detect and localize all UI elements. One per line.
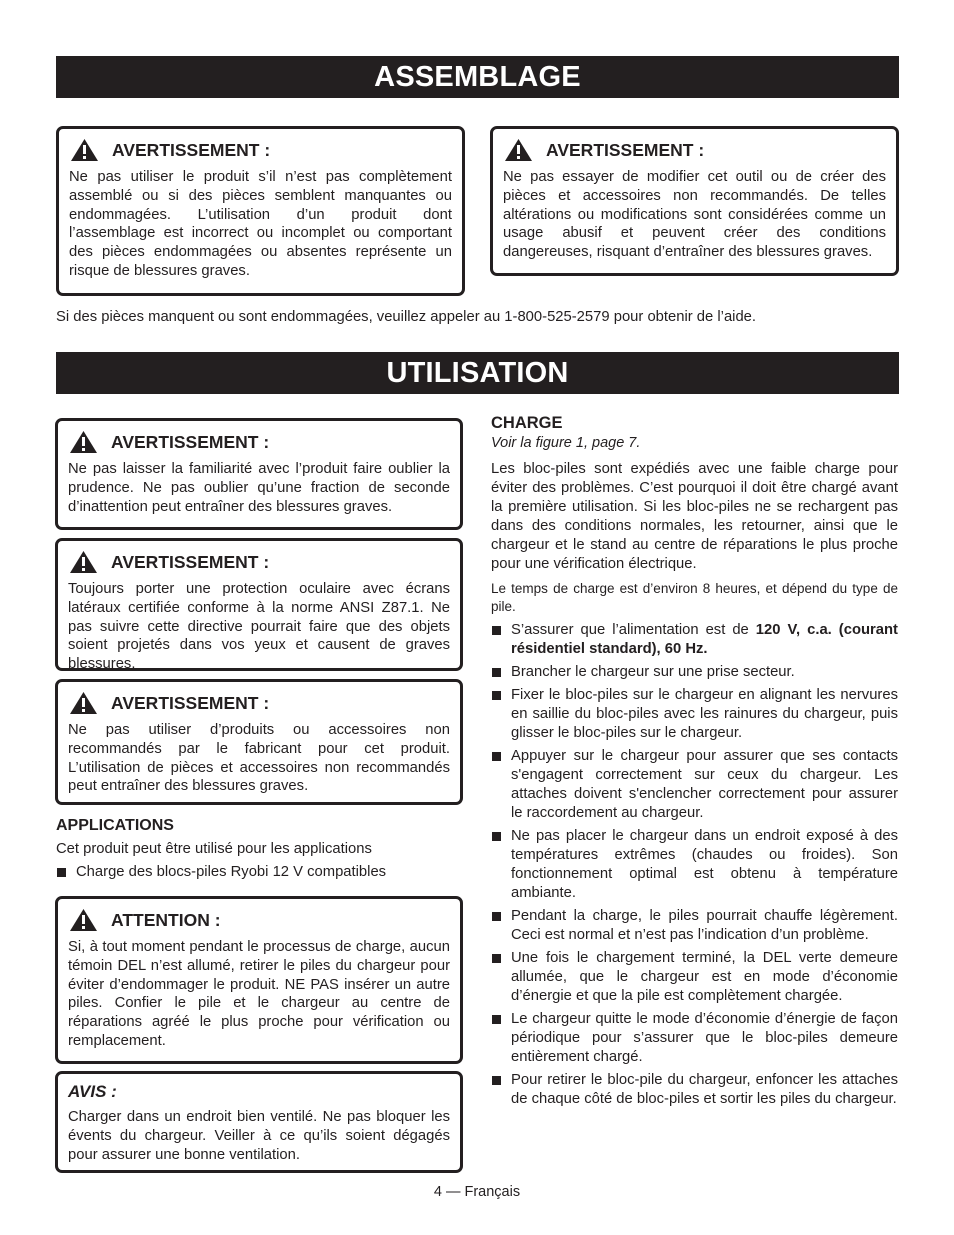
bullet-square-icon xyxy=(492,832,501,841)
charge-paragraph-2: Le temps de charge est d’environ 8 heures, et dépend du type de pile. xyxy=(491,581,898,614)
warning-title: AVERTISSEMENT : xyxy=(546,139,705,160)
warning-text: Ne pas laisser la familiarité avec l’produit faire oublier la prudence. Ne pas oublier qu’une fraction de seconde d’inattention peut entraîner des blessures graves. xyxy=(68,461,450,515)
avis-text: Charger dans un endroit bien ventilé. Ne pas bloquer les évents du chargeur. Veiller à ce qu’ils soient dégagés pour assurer une bonne ventilation. xyxy=(68,1109,450,1163)
assemblage-warning-2 xyxy=(490,126,899,276)
list-item-text: Une fois le chargement terminé, la DEL verte demeure allumée, que le chargeur est en mode d’économie d’énergie et que la pile est complètement chargée. xyxy=(511,950,898,1004)
charge-paragraph-1: Les bloc-piles sont expédiés avec une faible charge pour éviter des problèmes. C’est pourquoi il doit être chargé avant la première utilisation. Si les bloc-piles ne se rechargent pas dans des conditions normales, les retourner, ainsi que le chargeur et le stand au centre de réparations le plus proche pour une vérification électrique. xyxy=(491,461,898,572)
attention-box xyxy=(55,896,463,1064)
list-item-text: Brancher le chargeur sur une prise secteur. xyxy=(511,664,795,680)
warning-triangle-icon xyxy=(70,692,97,714)
utilisation-warning-1 xyxy=(55,418,463,530)
warning-triangle-icon xyxy=(70,551,97,573)
list-item xyxy=(491,663,898,682)
warning-title: AVERTISSEMENT : xyxy=(111,431,270,452)
list-item xyxy=(491,686,898,743)
warning-header xyxy=(70,692,450,714)
applications-list xyxy=(56,863,456,882)
bullet-square-icon xyxy=(492,1015,501,1024)
list-item xyxy=(56,863,456,882)
list-item-text: Fixer le bloc-piles sur le chargeur en alignant les nervures en saillie du bloc-piles avec les rainures du chargeur, puis glisser le bloc-piles sur le chargeur. xyxy=(511,687,898,741)
attention-header xyxy=(70,909,450,931)
charge-section xyxy=(491,412,898,1113)
list-item-text: Pour retirer le bloc-pile du chargeur, enfoncer les attaches de chaque côté de bloc-piles et sortir les piles du chargeur. xyxy=(511,1072,898,1107)
utilisation-warning-2 xyxy=(55,538,463,671)
list-item-text: Le chargeur quitte le mode d’économie d’énergie de façon périodique pour s’assurer que le bloc-piles demeure entièrement chargé. xyxy=(511,1011,898,1065)
assemblage-banner: ASSEMBLAGE xyxy=(56,56,899,98)
applications-intro: Cet produit peut être utilisé pour les applications xyxy=(56,841,372,857)
bullet-square-icon xyxy=(492,1076,501,1085)
list-item xyxy=(491,949,898,1006)
bullet-square-icon xyxy=(492,668,501,677)
bullet-square-icon xyxy=(57,868,66,877)
list-item xyxy=(491,747,898,823)
charge-steps-list xyxy=(491,621,898,1109)
voltage-spec: 120 V, c.a. (courant résidentiel standard), 60 Hz. xyxy=(511,622,898,657)
page-footer: 4 — Français xyxy=(433,1184,521,1200)
list-item xyxy=(491,1010,898,1067)
figure-reference: Voir la figure 1, page 7. xyxy=(491,435,641,451)
list-item xyxy=(491,1071,898,1109)
list-item-text: Charge des blocs-piles Ryobi 12 V compatibles xyxy=(76,864,387,880)
warning-triangle-icon xyxy=(70,431,97,453)
utilisation-warning-3 xyxy=(55,679,463,805)
applications-heading: APPLICATIONS xyxy=(56,817,174,834)
warning-triangle-icon xyxy=(505,139,532,161)
warning-triangle-icon xyxy=(71,139,98,161)
warning-header xyxy=(505,139,886,161)
warning-title: AVERTISSEMENT : xyxy=(111,692,270,713)
warning-header xyxy=(71,139,452,161)
warning-header xyxy=(70,431,450,453)
warning-text: Ne pas essayer de modifier cet outil ou de créer des pièces et accessoires non recommandés. De telles altérations ou modifications sont considérées comme un usage abusif et peuvent créer des conditions dangereuses, risquant d’entraîner des blessures graves. xyxy=(503,169,886,261)
bullet-square-icon xyxy=(492,626,501,635)
charge-heading: CHARGE xyxy=(491,414,563,432)
attention-title: ATTENTION : xyxy=(111,909,221,930)
missing-parts-note: Si des pièces manquent ou sont endommagées, veuillez appeler au 1-800-525-2579 pour obtenir de l’aide. xyxy=(56,309,757,325)
warning-triangle-icon xyxy=(70,909,97,931)
list-item-text: Appuyer sur le chargeur pour assurer que ses contacts s'engagent correctement sur ceux du chargeur. Les attaches doivent s'enclencher correctement pour assurer le raccordement au chargeur. xyxy=(511,748,898,821)
list-item-text: Ne pas placer le chargeur dans un endroit exposé à des températures extrêmes (chaudes ou froides). Son fonctionnement optimal est obtenu à température ambiante. xyxy=(511,828,898,901)
utilisation-banner: UTILISATION xyxy=(56,352,899,394)
avis-title: AVIS : xyxy=(68,1082,117,1101)
warning-title: AVERTISSEMENT : xyxy=(112,139,271,160)
list-item xyxy=(491,621,898,659)
list-item xyxy=(491,827,898,903)
assemblage-warning-1 xyxy=(56,126,465,296)
warning-text: Ne pas utiliser d’produits ou accessoires non recommandés par le fabricant pour cet produit. L’utilisation de pièces et accessoires non recommandés peut entraîner des blessures graves. xyxy=(68,722,450,795)
bullet-square-icon xyxy=(492,691,501,700)
list-item xyxy=(491,907,898,945)
warning-header xyxy=(70,551,450,573)
warning-text: Toujours porter une protection oculaire avec écrans latéraux certifiée conforme à la norme ANSI Z87.1. Ne pas suivre cette directive pourrait faire que des objets soient projetés dans vos yeux et causent de graves blessures. xyxy=(68,581,450,673)
bullet-square-icon xyxy=(492,752,501,761)
bullet-square-icon xyxy=(492,912,501,921)
bullet-square-icon xyxy=(492,954,501,963)
attention-text: Si, à tout moment pendant le processus de charge, aucun témoin DEL n’est allumé, retirer le piles du chargeur pour éviter d’endommager le produit. NE PAS insérer un autre piles. Confier le pile et le chargeur au centre de réparations agréé le plus proche pour vérification ou remplacement. xyxy=(68,939,450,1049)
list-item-text: S’assurer que l’alimentation est de xyxy=(511,622,756,638)
warning-text: Ne pas utiliser le produit s’il n’est pas complètement assemblé ou si des pièces semblent manquantes ou endommagées. L’utilisation d’un produit dont l’assemblage est incorrect ou incomplet ou comportant des pièces endommagées ou absentes représente un risque de blessures graves. xyxy=(69,169,452,279)
warning-title: AVERTISSEMENT : xyxy=(111,551,270,572)
avis-box xyxy=(55,1071,463,1173)
list-item-text: Pendant la charge, le piles pourrait chauffe légèrement. Ceci est normal et n’est pas l’indication d’un problème. xyxy=(511,908,898,943)
